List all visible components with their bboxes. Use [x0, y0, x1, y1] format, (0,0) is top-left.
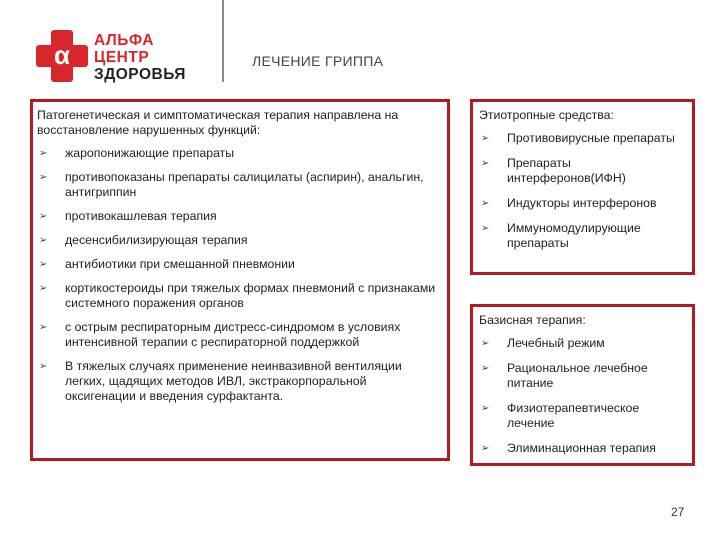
etiotropic-list: [479, 131, 686, 251]
list-item: [37, 281, 439, 311]
list-item: [479, 361, 686, 391]
list-item-text: Иммуномодулирующие препараты: [507, 221, 641, 250]
arrow-bullet-icon: ➢: [481, 223, 490, 234]
list-item-text: десенсибилизирующая терапия: [65, 233, 248, 247]
arrow-bullet-icon: ➢: [39, 148, 48, 159]
list-item-text: жаропонижающие препараты: [65, 146, 235, 160]
pathogenetic-intro: Патогенетическая и симптоматическая терапия направлена на восстановление нарушенных функций:: [37, 108, 399, 137]
list-item: [479, 156, 686, 186]
list-item-text: противокашлевая терапия: [65, 209, 217, 223]
arrow-bullet-icon: ➢: [481, 443, 490, 454]
list-item: [37, 320, 439, 350]
basic-therapy-heading: Базисная терапия:: [479, 313, 586, 327]
list-item-text: Индукторы интерферонов: [507, 196, 657, 210]
list-item-text: Препараты интерферонов(ИФН): [507, 156, 626, 185]
list-item: [37, 257, 439, 272]
arrow-bullet-icon: ➢: [39, 211, 48, 222]
page-title: ЛЕЧЕНИЕ ГРИППА: [252, 53, 384, 69]
logo-line-2: ЦЕНТР: [94, 49, 150, 66]
list-item-text: Рациональное лечебное питание: [507, 361, 648, 390]
list-item-text: Элиминационная терапия: [507, 441, 656, 455]
list-item: [37, 209, 439, 224]
basic-therapy-list: [479, 336, 686, 456]
logo-alpha-symbol: α: [54, 40, 70, 70]
list-item: [479, 401, 686, 431]
arrow-bullet-icon: ➢: [39, 322, 48, 333]
arrow-bullet-icon: ➢: [39, 283, 48, 294]
divider-line: [222, 0, 224, 82]
list-item-text: с острым респираторным дистресс-синдромом в условиях интенсивной терапии с респираторной поддержкой: [65, 320, 401, 349]
page-number: 27: [671, 505, 685, 519]
list-item: [479, 196, 686, 211]
logo-line-1: АЛЬФА: [94, 32, 154, 49]
list-item: [37, 170, 439, 200]
arrow-bullet-icon: ➢: [481, 403, 490, 414]
list-item: [479, 336, 686, 351]
basic-therapy-box: [470, 304, 695, 466]
list-item: [479, 221, 686, 251]
arrow-bullet-icon: ➢: [39, 172, 48, 183]
list-item-text: Физиотерапевтическое лечение: [507, 401, 640, 430]
list-item-text: противопоказаны препараты салицилаты (аспирин), анальгин, антигриппин: [65, 170, 424, 199]
arrow-bullet-icon: ➢: [39, 259, 48, 270]
pathogenetic-therapy-box: [30, 99, 450, 461]
list-item-text: антибиотики при смешанной пневмонии: [65, 257, 295, 271]
list-item-text: В тяжелых случаях применение неинвазивной вентиляции легких, щадящих методов ИВЛ, экстракорпоральной оксигенации и введения сурфактанта.: [65, 359, 402, 403]
medical-cross-icon: [36, 30, 88, 82]
etiotropic-heading: Этиотропные средства:: [479, 108, 614, 122]
arrow-bullet-icon: ➢: [481, 363, 490, 374]
arrow-bullet-icon: ➢: [481, 158, 490, 169]
etiotropic-box: [470, 99, 695, 275]
list-item: [37, 359, 439, 404]
arrow-bullet-icon: ➢: [39, 235, 48, 246]
logo-text: [94, 32, 186, 83]
list-item-text: Лечебный режим: [507, 336, 605, 350]
list-item: [479, 131, 686, 146]
arrow-bullet-icon: ➢: [481, 198, 490, 209]
list-item: [479, 441, 686, 456]
arrow-bullet-icon: ➢: [481, 338, 490, 349]
list-item: [37, 146, 439, 161]
pathogenetic-list: [37, 146, 439, 404]
list-item: [37, 233, 439, 248]
logo: [36, 30, 226, 90]
list-item-text: Противовирусные препараты: [507, 131, 675, 145]
logo-line-3: ЗДОРОВЬЯ: [94, 66, 186, 83]
arrow-bullet-icon: ➢: [481, 133, 490, 144]
arrow-bullet-icon: ➢: [39, 361, 48, 372]
list-item-text: кортикостероиды при тяжелых формах пневмоний с признаками системного поражения органов: [65, 281, 436, 310]
